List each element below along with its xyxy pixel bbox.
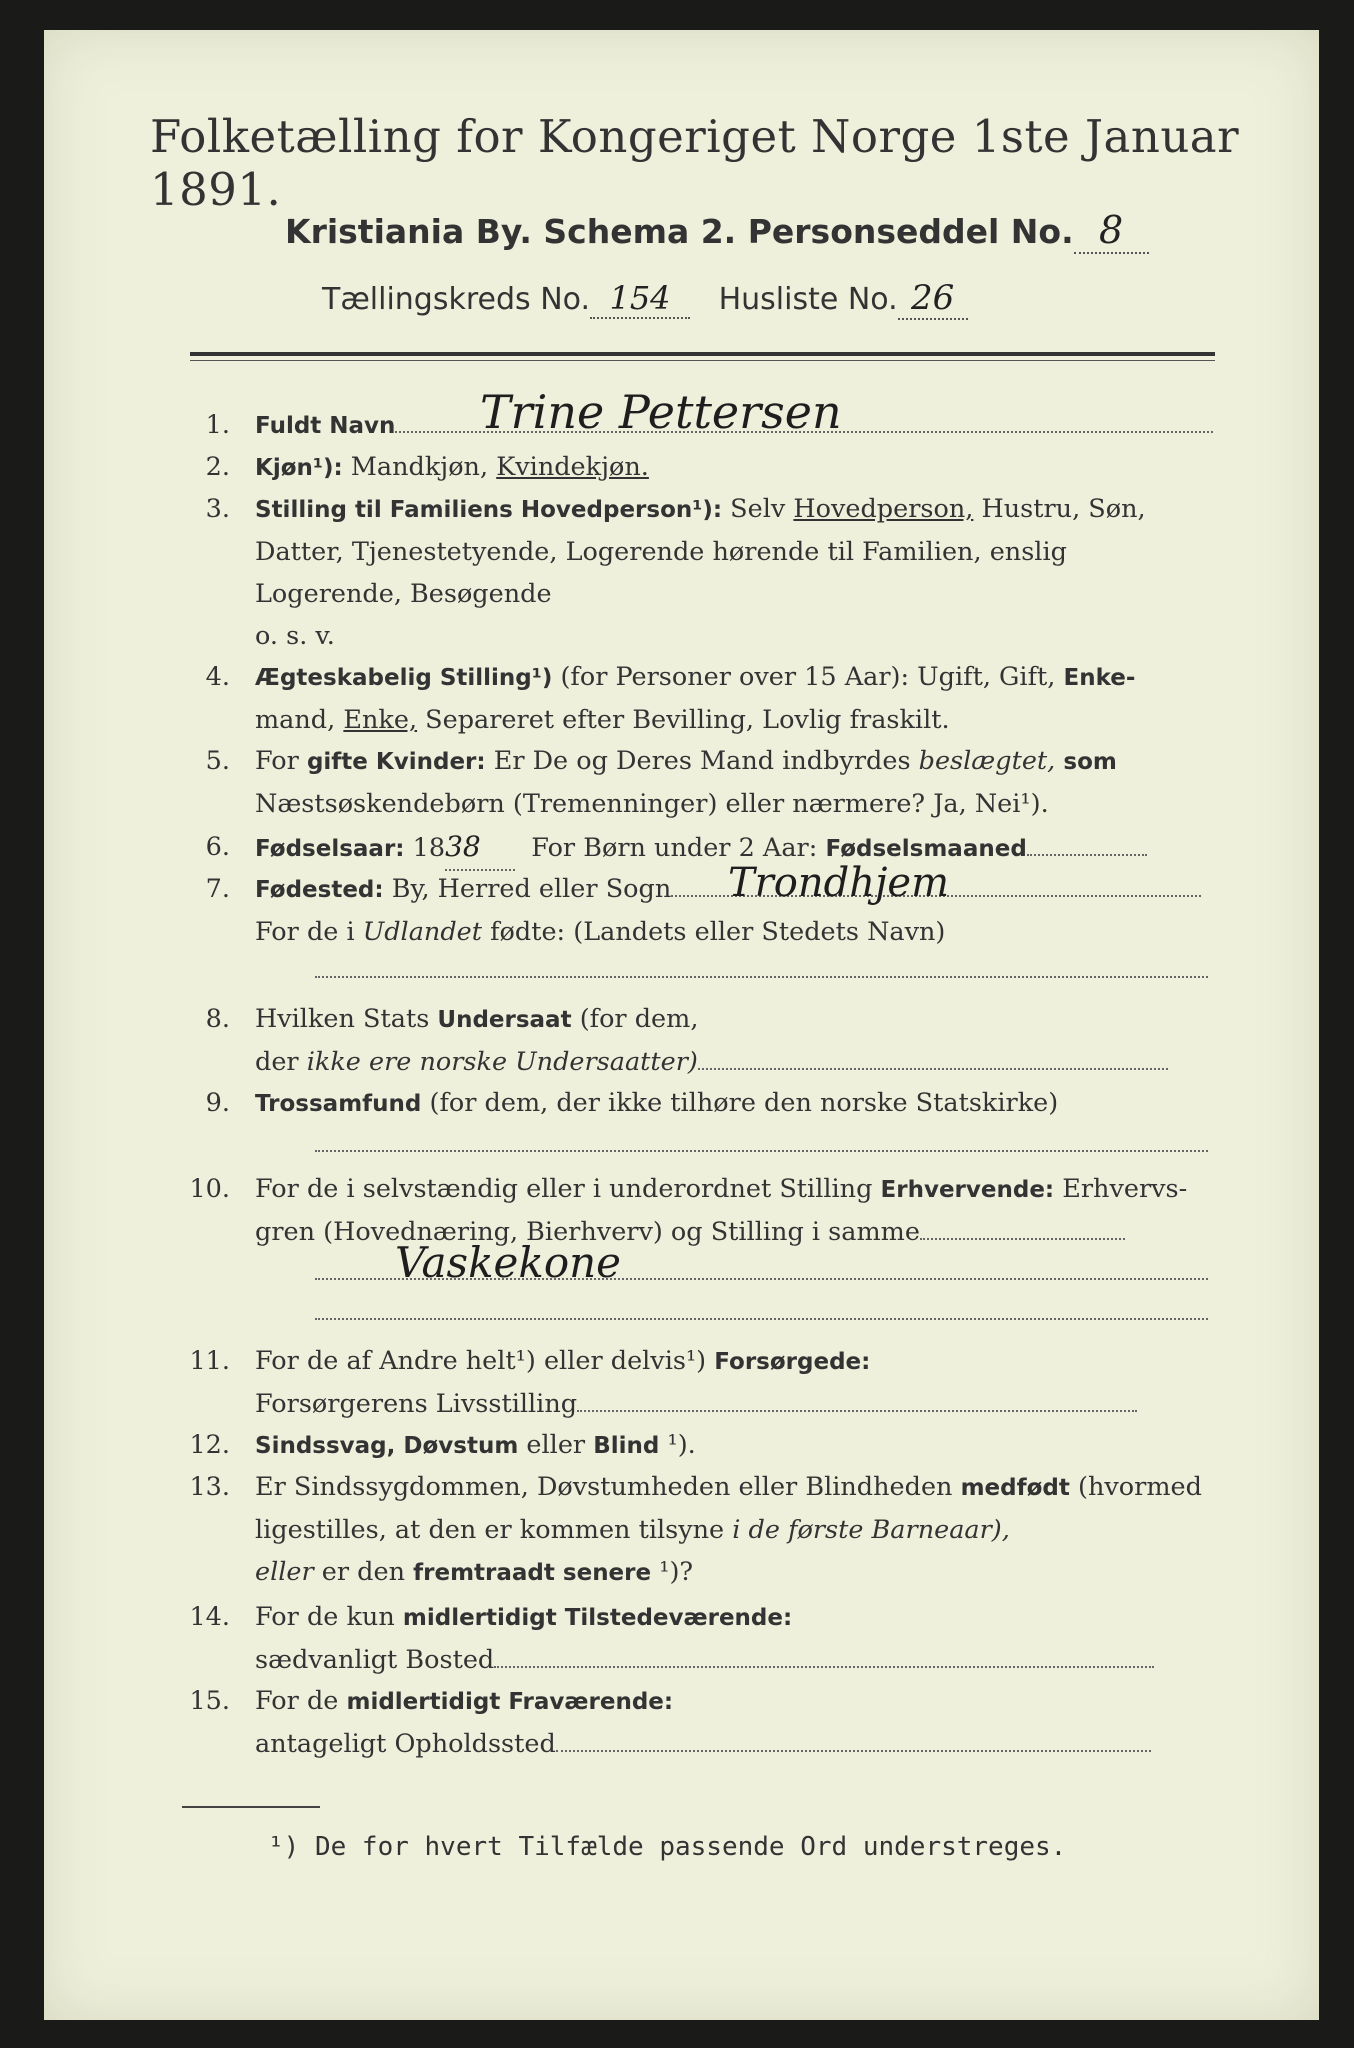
item-4: 4. Ægteskabelig Stilling¹) (for Personer over 15 Aar): Ugift, Gift, Enke- mand, Enke, Separeret efter Bevilling, Lovlig fraskilt. [180, 656, 1215, 740]
item-6: 6. Fødselsaar: 1838 For Børn under 2 Aar: Fødselsmaaned [180, 826, 1215, 868]
header-rule-thin [190, 360, 1215, 361]
blank-line [315, 1278, 1208, 1280]
item-8: 8. Hvilken Stats Undersaat (for dem, der ikke ere norske Undersaatter) [180, 998, 1215, 1082]
item-number: 2. [205, 452, 230, 482]
item-2: 2. Kjøn¹): Mandkjøn, Kvindekjøn. [180, 446, 1215, 488]
selected-option: Kvindekjøn. [496, 452, 649, 482]
item-number: 6. [205, 832, 230, 862]
item-number: 3. [205, 494, 230, 524]
husliste-label: Husliste No. [718, 282, 898, 317]
item-12: 12. Sindssvag, Døvstum eller Blind ¹). [180, 1424, 1215, 1466]
item-number: 12. [189, 1430, 230, 1460]
citizenship-label: Undersaat [437, 1007, 572, 1033]
item-number: 8. [205, 1004, 230, 1034]
position-label: Stilling til Familiens Hovedperson¹): [255, 497, 723, 523]
personseddel-number: 8 [1099, 208, 1124, 252]
sex-label: Kjøn¹): [255, 455, 343, 481]
form-title: Folketælling for Kongeriget Norge 1ste Januar 1891. [150, 110, 1240, 216]
schema-line-text: Kristiania By. Schema 2. Personseddel No. [285, 212, 1074, 251]
temporary-present-label: midlertidigt Tilstedeværende: [402, 1605, 793, 1631]
occupation-value: Vaskekone [395, 1238, 622, 1287]
footnote-rule [182, 1806, 320, 1808]
full-name-label: Fuldt Navn [255, 413, 396, 439]
supported-label: Forsørgede: [714, 1349, 871, 1375]
item-number: 10. [189, 1174, 230, 1204]
item-number: 5. [205, 746, 230, 776]
item-9: 9. Trossamfund (for dem, der ikke tilhøre den norske Statskirke) [180, 1082, 1215, 1124]
selected-option: Enke, [343, 705, 418, 735]
blank-line [315, 976, 1208, 978]
blank-line [315, 1150, 1208, 1152]
kreds-number: 154 [609, 279, 671, 317]
footnote: ¹) De for hvert Tilfælde passende Ord understreges. [268, 1832, 1067, 1862]
item-10: 10. For de i selvstændig eller i underordnet Stilling Erhvervende: Erhvervs- gren (Hovednæring, Bierhverv) og Stilling i samme [180, 1168, 1215, 1252]
birth-year-label: Fødselsaar: [255, 836, 405, 862]
marital-status-label: Ægteskabelig Stilling¹) [255, 665, 553, 691]
item-13: 13. Er Sindssygdommen, Døvstumheden eller Blindheden medfødt (hvormed ligestilles, at den er kommen tilsyne i de første Barneaar), eller er den fremtraadt senere ¹)? [180, 1466, 1215, 1592]
selected-option: Hovedperson, [793, 494, 974, 524]
header-rule [190, 352, 1215, 356]
blank-line [315, 1318, 1208, 1320]
item-number: 4. [205, 662, 230, 692]
birthplace-value: Trondhjem [728, 860, 950, 906]
kreds-label: Tællingskreds No. [322, 282, 590, 317]
married-women-label: gifte Kvinder: [306, 749, 486, 775]
item-14: 14. For de kun midlertidigt Tilstedeværende: sædvanligt Bosted [180, 1596, 1215, 1680]
item-3: 3. Stilling til Familiens Hovedperson¹): Selv Hovedperson, Hustru, Søn, Datter, Tjenestetyende, Logerende hørende til Familien, enslig Logerende, Besøgende o. s. v. [180, 488, 1215, 656]
kreds-line [322, 278, 968, 320]
item-number: 14. [189, 1602, 230, 1632]
schema-line [285, 208, 1149, 254]
birth-year-value: 38 [445, 830, 481, 863]
item-15: 15. For de midlertidigt Fraværende: antageligt Opholdssted [180, 1680, 1215, 1764]
full-name-value: Trine Pettersen [480, 385, 842, 439]
occupation-label: Erhvervende: [880, 1177, 1055, 1203]
religion-label: Trossamfund [255, 1091, 422, 1117]
item-number: 15. [189, 1686, 230, 1716]
item-number: 13. [189, 1472, 230, 1502]
item-number: 1. [205, 410, 230, 440]
item-7: 7. Fødested: By, Herred eller Sogn For de i Udlandet fødte: (Landets eller Stedets Navn) [180, 868, 1215, 952]
birthplace-label: Fødested: [255, 877, 384, 903]
temporary-absent-label: midlertidigt Fraværende: [346, 1689, 674, 1715]
congenital-label: medfødt [960, 1475, 1070, 1501]
item-number: 9. [205, 1088, 230, 1118]
item-5: 5. For gifte Kvinder: Er De og Deres Mand indbyrdes beslægtet, som Næstsøskendebørn (Tremenninger) eller nærmere? Ja, Nei¹). [180, 740, 1215, 824]
item-number: 11. [189, 1346, 230, 1376]
item-number: 7. [205, 874, 230, 904]
item-11: 11. For de af Andre helt¹) eller delvis¹) Forsørgede: Forsørgerens Livsstilling [180, 1340, 1215, 1424]
husliste-number: 26 [911, 278, 955, 318]
disability-label: Sindssvag, Døvstum [255, 1433, 519, 1459]
